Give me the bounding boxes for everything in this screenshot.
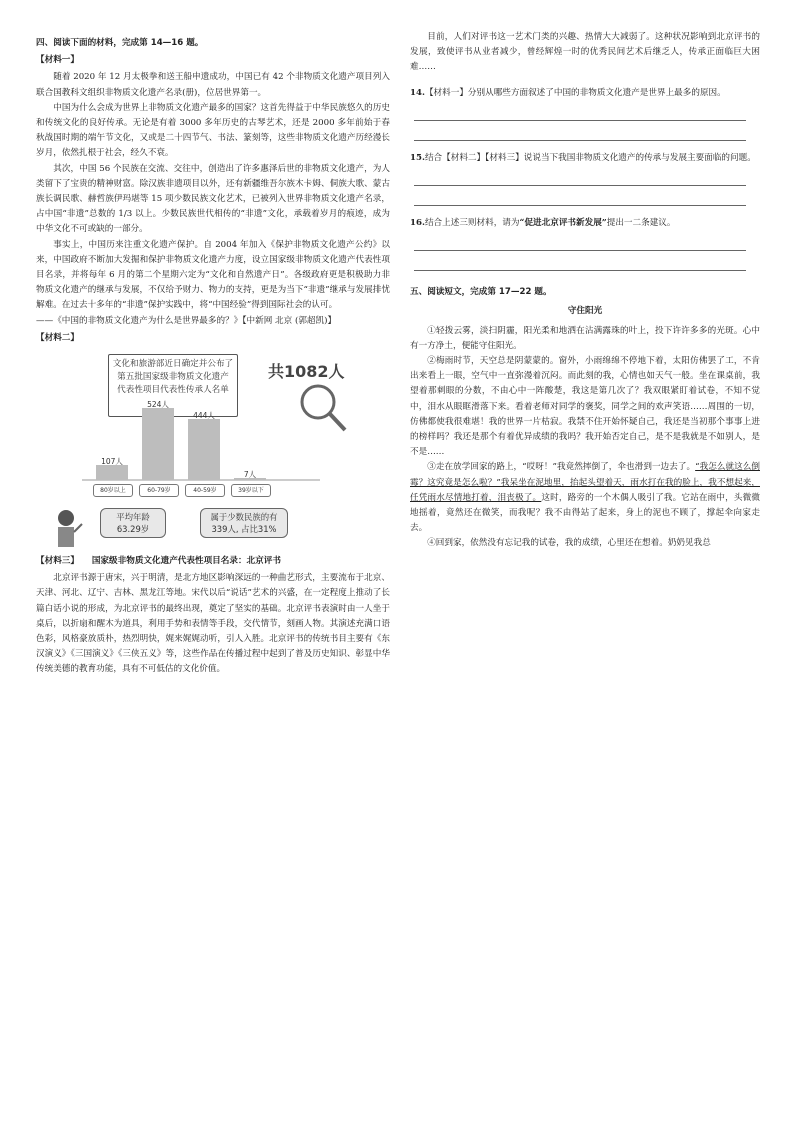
answer-line[interactable] — [414, 121, 746, 141]
answer-line[interactable] — [414, 231, 746, 251]
age-range-label: 60-79岁 — [139, 484, 179, 497]
infographic-total: 共1082人 — [268, 362, 345, 382]
answer-line[interactable] — [414, 186, 746, 206]
age-range-label: 80岁以上 — [93, 484, 133, 497]
inheritor-infographic — [50, 350, 380, 550]
person-body-icon — [58, 527, 74, 547]
essay-title: 守住阳光 — [567, 306, 603, 317]
left-column — [36, 30, 390, 678]
material3-paragraph: 目前，人们对评书这一艺术门类的兴趣、热情大大减弱了。这种状况影响到北京评书的发展，致使评书从业者减少，曾经辉煌一时的优秀民间艺术后继乏人，传承正面临巨大困难…… — [410, 32, 760, 73]
material1-paragraph: 随着 2020 年 12 月太极拳和送王船申遗成功，中国已有 42 个非物质文化遗产项目列入联合国教科文组织非物质文化遗产名录(册)，位居世界第一。 — [36, 72, 390, 98]
bar-1 — [142, 408, 174, 480]
person-head-icon — [58, 510, 74, 526]
answer-line[interactable] — [414, 101, 746, 121]
minority-badge: 属于少数民族的有 339人, 占比31% — [200, 508, 288, 538]
material1-paragraph: 中国为什么会成为世界上非物质文化遗产最多的国家？这首先得益于中华民族悠久的历史和传统文化的良好传承。无论是有着 3000 多年历史的古琴艺术，还是 2000 多年前始于春秋战国时期的端午节文化，又或是二十四节气、书法、篆刻等，这些非物质文化遗产历经漫长岁月，依然扎根于社会，经久不衰。 — [36, 102, 390, 159]
bar-value-label: 524人 — [147, 400, 169, 410]
age-range-label: 39岁以下 — [231, 484, 271, 497]
underlined-sentence: “我怎么就这么倒霉？这究竟是怎么啦？”我呆坐在泥地里，抬起头望着天，雨水打在我的脸上，我不想起来，任凭雨水尽情地打着，泪丧极了。 — [410, 462, 760, 503]
material2-label: 【材料二】 — [36, 332, 79, 343]
age-range-label: 40-59岁 — [185, 484, 225, 497]
magnifier-handle — [330, 414, 345, 430]
bar-value-label: 7人 — [243, 470, 257, 480]
essay-paragraph: ①轻拨云雾，淡扫阴霾，阳光柔和地洒在沾满露珠的叶上，投下许许多多的光斑。心中有一方净土，便能守住阳光。 — [410, 325, 760, 351]
right-column — [410, 30, 760, 552]
average-age-badge: 平均年龄 63.29岁 — [100, 508, 166, 538]
essay-paragraph: ②梅雨时节，天空总是阴蒙蒙的。窗外，小雨绵绵不停地下着，太阳仿佛罢了工，不肯出来看上一眼，空气中一直弥漫着沉闷。而此刻的我，心情也如天气一般。坐在课桌前，我望着那刺眼的分数，不由心中一阵酸楚，我这是第几次了？我双眼紧盯着试卷，不知不觉中，泪水从眼眶滑落下来。看着老师对同学的褒奖，同学之间的欢声笑语……周围的一切，仿佛都使我很难堪！我的世界一片枯寂。我禁不住开始怀疑自己，我还是当初那个事事上进的榜样吗？我还是那个有着优异成绩的我吗？我开始否定自己，是不是我就是不如别人，是不是…… — [410, 356, 760, 458]
question-16: 16.结合上述三则材料，请为“促进北京评书新发展”提出一二条建议。 — [410, 218, 676, 229]
section4-heading: 四、阅读下面的材料，完成第 14—16 题。 — [36, 38, 204, 48]
answer-line[interactable] — [414, 251, 746, 271]
bar-value-label: 107人 — [101, 457, 123, 467]
section5-heading: 五、阅读短文，完成第 17—22 题。 — [410, 287, 552, 298]
material1-paragraph: 其次，中国 56 个民族在交流、交往中，创造出了许多惠泽后世的非物质文化遗产，为人类留下了宝贵的精神财富。除汉族非遗项目以外，还有新疆维吾尔族木卡姆、侗族大歌、蒙古族长调民歌、赫哲族伊玛堪等 15 项少数民族文化艺术，已被列入世界非物质文化遗产名录，占中国“非遗”总数的 1/3 以上。少数民族世代相传的“非遗”文化，承载着岁月的痕迹，成为中华文化不可或缺的一部分。 — [36, 163, 390, 235]
question-15: 15.结合【材料二】【材料三】说说当下我国非物质文化遗产的传承与发展主要面临的问题。 — [410, 152, 756, 163]
material1-source: ——《中国的非物质文化遗产为什么是世界最多的？》【中新网 北京 (郭超凯)】 — [36, 315, 337, 326]
bar-value-label: 444人 — [193, 411, 215, 421]
question-14: 14.【材料一】分别从哪些方面叙述了中国的非物质文化遗产是世界上最多的原因。 — [410, 87, 726, 98]
answer-line[interactable] — [414, 166, 746, 186]
material1-label: 【材料一】 — [36, 55, 79, 66]
magnifier-icon — [302, 386, 334, 418]
essay-paragraph: ④回到家，依然没有忘记我的试卷，我的成绩，心里还在想着。奶奶见我总 — [427, 538, 711, 549]
material1-paragraph: 事实上，中国历来注重文化遗产保护。自 2004 年加入《保护非物质文化遗产公约》以来，中国政府不断加大发掘和保护非物质文化遗产力度，设立国家级非物质文化遗产代表性项目名录，并将每年 6 月的第二个星期六定为“文化和自然遗产日”。各级政府更是积极助力非物质文化遗产的继承与发展，不仅给予财力、物力的支持，更是为当下“非遗”继承与发展排忧解难。在过去十多年的“非遗”保护实践中，将“中国经验”得到国际社会的认可。 — [36, 239, 390, 311]
bar-2 — [188, 419, 220, 480]
material3-label: 【材料三】 国家级非物质文化遗产代表性项目名录：北京评书 — [36, 556, 281, 567]
infographic-title: 文化和旅游部近日确定并公布了 第五批国家级非物质文化遗产 代表性项目代表性传承人名单 — [108, 354, 238, 417]
essay-paragraph: ③走在放学回家的路上，“哎呀！”我竟然摔倒了，伞也滑到一边去了。“我怎么就这么倒霉？这究竟是怎么啦？”我呆坐在泥地里，抬起头望着天，雨水打在我的脸上，我不想起来，任凭雨水尽情地打着，泪丧极了。这时，路旁的一个木偶人吸引了我。它站在雨中，头微微地摇着，竟然还在微笑，而我呢？我不由得站了起来，身上的泥也不顾了，撑起伞向家走去。 — [410, 462, 760, 534]
material3-paragraph: 北京评书源于唐宋，兴于明清，是北方地区影响深远的一种曲艺形式，主要流布于北京、天津、河北、辽宁、吉林、黑龙江等地。宋代以后“说话”艺术的兴盛，在一定程度上推动了长篇白话小说的形成，为北京评书的最终出现，奠定了坚实的基础。北京评书表演时由一人坐于桌后，以折扇和醒木为道具，利用手势和表情等手段，交代情节，刻画人物。其演述充满口语色彩，风格豪放质朴，热烈明快，娓来娓娓动听，引人入胜。北京评书的传统书目主要有《东汉演义》《三国演义》《三侠五义》等，这些作品在传播过程中起到了普及历史知识、彰显中华传统美德的教育功能，具有不可低估的文化价值。 — [36, 573, 390, 675]
